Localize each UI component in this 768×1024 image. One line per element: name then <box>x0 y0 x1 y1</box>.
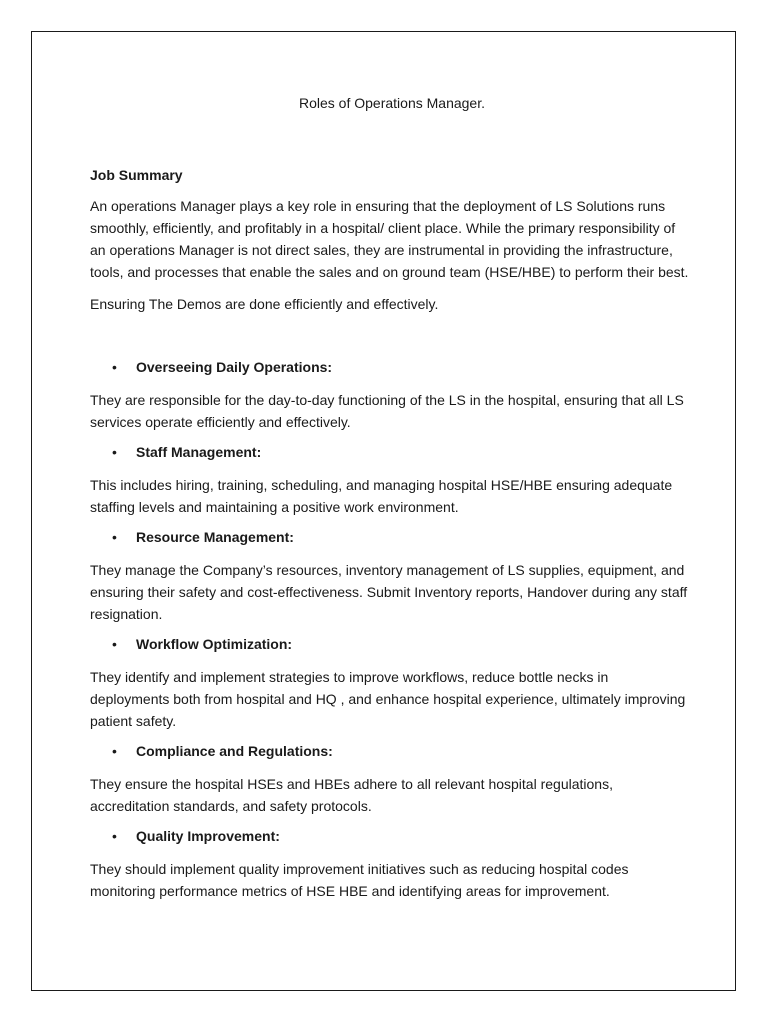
bullet-heading <box>90 635 690 653</box>
bullet-heading <box>90 528 690 546</box>
document-page <box>31 31 736 991</box>
job-summary-paragraph: An operations Manager plays a key role in ensuring that the deployment of LS Solutions runs smoothly, efficiently, and profitably in a hospital/ client place. While the primary responsibility of an operations Manager is not direct sales, they are instrumental in providing the infrastructure, tools, and processes that enable the sales and on ground team (HSE/HBE) to perform their best. <box>90 198 689 280</box>
bullet-icon: • <box>112 529 117 545</box>
bullet-label: Compliance and Regulations: <box>136 743 333 759</box>
document-title: Roles of Operations Manager. <box>299 95 485 111</box>
bullet-label: Workflow Optimization: <box>136 636 293 652</box>
bullet-label: Staff Management: <box>136 444 262 460</box>
bullet-icon: • <box>112 828 117 844</box>
bullet-icon: • <box>112 636 117 652</box>
bullet-heading <box>90 827 690 845</box>
bullet-heading <box>90 443 690 461</box>
section-text: They manage the Company’s resources, inventory management of LS supplies, equipment, and ensuring their safety and cost-effectiveness. Submit Inventory reports, Handover during any staff resignation. <box>90 562 688 622</box>
section-text: This includes hiring, training, scheduling, and managing hospital HSE/HBE ensuring adequate staffing levels and maintaining a positive work environment. <box>90 477 673 515</box>
section-text: They are responsible for the day-to-day functioning of the LS in the hospital, ensuring that all LS services operate efficiently and effectively. <box>90 392 684 430</box>
demos-paragraph: Ensuring The Demos are done efficiently and effectively. <box>90 296 439 312</box>
bullet-label: Quality Improvement: <box>136 828 280 844</box>
bullet-label: Overseeing Daily Operations: <box>136 359 333 375</box>
spacer <box>90 325 690 358</box>
bullet-icon: • <box>112 359 117 375</box>
section-text: They identify and implement strategies to improve workflows, reduce bottle necks in deployments both from hospital and HQ , and enhance hospital experience, ultimately improving patient safety. <box>90 669 686 729</box>
section-text: They ensure the hospital HSEs and HBEs adhere to all relevant hospital regulations, accreditation standards, and safety protocols. <box>90 776 613 814</box>
document-content <box>90 94 690 912</box>
bullet-heading <box>90 358 690 376</box>
bullet-label: Resource Management: <box>136 529 294 545</box>
bullet-heading <box>90 742 690 760</box>
bullet-icon: • <box>112 444 117 460</box>
section-text: They should implement quality improvement initiatives such as reducing hospital codes monitoring performance metrics of HSE HBE and identifying areas for improvement. <box>90 861 629 899</box>
bullet-icon: • <box>112 743 117 759</box>
job-summary-heading: Job Summary <box>90 167 183 183</box>
